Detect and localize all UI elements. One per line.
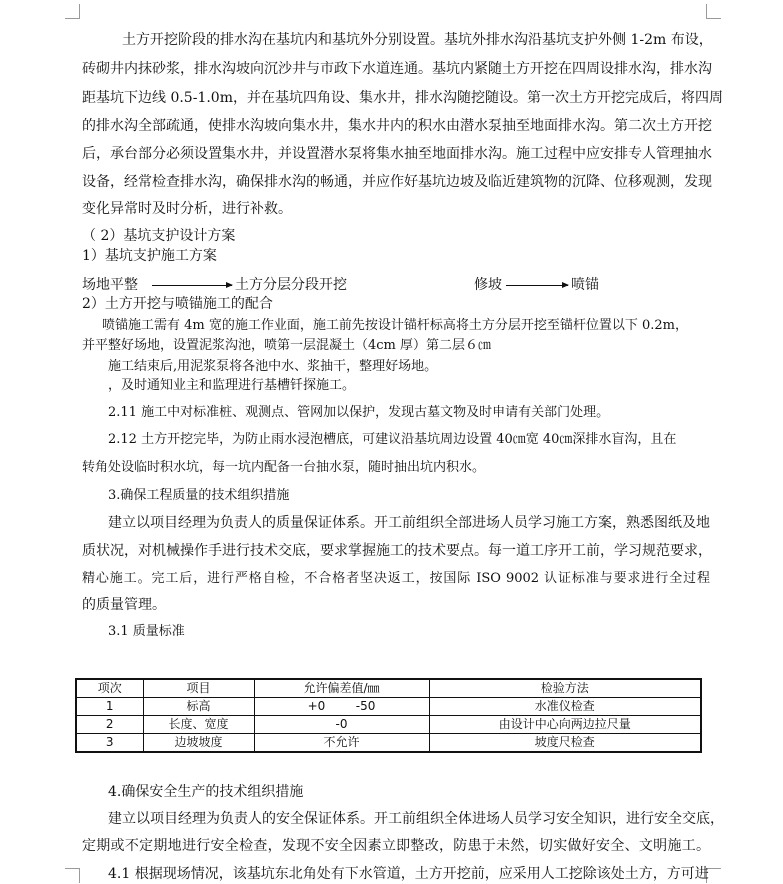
paragraph-line: 2.12 土方开挖完毕，为防止雨水浸泡槽底，可建议沿基坑周边设置 40㎝宽 40㎝深排水盲沟，且在 xyxy=(108,432,677,447)
table-cell: 长度、宽度 xyxy=(143,716,254,734)
paragraph-line: 建立以项目经理为负责人的质量保证体系。开工前组织全部进场人员学习施工方案，熟悉图纸及地 xyxy=(108,515,710,531)
flow-step: 修坡 xyxy=(474,277,502,293)
page-corner-mark xyxy=(65,4,80,19)
table-header-cell: 允许偏差值/㎜ xyxy=(254,679,429,698)
subsection-heading: 2）土方开挖与喷锚施工的配合 xyxy=(82,296,273,312)
table-header-cell: 项次 xyxy=(76,679,143,698)
table-cell: 3 xyxy=(76,734,143,753)
paragraph-line: 的质量管理。 xyxy=(82,597,166,613)
paragraph-line: 施工结束后,用泥浆泵将各池中水、浆抽干，整理好场地。 xyxy=(108,359,438,374)
paragraph-line: 精心施工。完工后，进行严格自检，不合格者坚决返工，按国际 ISO 9002 认证标准与要求进行全过程 xyxy=(82,571,710,586)
paragraph-line: 设备，经常检查排水沟，确保排水沟的畅通，并应作好基坑边坡及临近建筑物的沉降、位移观测，发现 xyxy=(82,174,712,190)
table-cell: 由设计中心向两边拉尺量 xyxy=(429,716,701,734)
flow-step: 喷锚 xyxy=(571,277,599,293)
paragraph-line: ，及时通知业主和监理进行基槽钎探施工。 xyxy=(108,378,356,393)
paragraph-line: 质状况，对机械操作手进行技术交底，要求掌握施工的技术要点。每一道工序开工前，学习规范要求， xyxy=(82,543,712,559)
table-cell: 边坡坡度 xyxy=(143,734,254,753)
table-cell: -0 xyxy=(254,716,429,734)
flow-arrow xyxy=(152,285,232,286)
paragraph-line: 转角处设临时积水坑，每一坑内配备一台抽水泵，随时抽出坑内积水。 xyxy=(82,460,486,475)
flow-step: 场地平整 xyxy=(82,277,138,293)
table-cell: 坡度尺检查 xyxy=(429,734,701,753)
flow-step: 土方分层分段开挖 xyxy=(235,277,347,293)
table-cell: +0 -50 xyxy=(254,698,429,716)
flow-arrow xyxy=(506,285,568,286)
page-corner-mark xyxy=(65,868,80,883)
section-heading: 4.确保安全生产的技术组织措施 xyxy=(108,784,304,800)
table-cell: 标高 xyxy=(143,698,254,716)
subsection-heading: 3.1 质量标准 xyxy=(108,624,185,639)
table-cell: 水准仪检查 xyxy=(429,698,701,716)
paragraph-line: 建立以项目经理为负责人的安全保证体系。开工前组织全体进场人员学习安全知识，进行安全交底， xyxy=(108,811,724,827)
paragraph-line: 定期或不定期地进行安全检查，发现不安全因素立即整改，防患于未然，切实做好安全、文明施工。 xyxy=(82,838,710,854)
quality-standard-table xyxy=(75,678,702,753)
page-corner-mark xyxy=(706,4,721,19)
paragraph-line: 2.11 施工中对标准桩、观测点、管网加以保护，发现古墓文物及时申请有关部门处理。 xyxy=(108,405,610,420)
table-cell: 不允许 xyxy=(254,734,429,753)
table-row xyxy=(76,734,701,753)
construction-flow xyxy=(82,275,642,295)
table-cell: 1 xyxy=(76,698,143,716)
table-header-cell: 检验方法 xyxy=(429,679,701,698)
paragraph-line: 土方开挖阶段的排水沟在基坑内和基坑外分别设置。基坑外排水沟沿基坑支护外侧 1-2m 布设， xyxy=(122,32,713,48)
paragraph-line: 变化异常时及时分析，进行补救。 xyxy=(82,201,292,217)
paragraph-line: 并平整好场地，设置泥浆沟池，喷第一层混凝土（4cm 厚）第二层６㎝ xyxy=(82,338,492,353)
table-header-cell: 项目 xyxy=(143,679,254,698)
subsection-heading: 1）基坑支护施工方案 xyxy=(82,248,217,264)
paragraph-line: 的排水沟全部疏通，使排水沟坡向集水井，集水井内的积水由潜水泵抽至地面排水沟。第二次土方开挖 xyxy=(82,118,712,134)
paragraph-line: 4.1 根据现场情况，该基坑东北角处有下水管道，土方开挖前，应采用人工挖除该处土方，方可进 xyxy=(108,866,709,882)
section-heading: 3.确保工程质量的技术组织措施 xyxy=(108,488,290,503)
table-row xyxy=(76,716,701,734)
table-cell: 2 xyxy=(76,716,143,734)
table-header-row xyxy=(76,679,701,698)
section-heading: （ 2）基坑支护设计方案 xyxy=(82,228,236,244)
paragraph-line: 距基坑下边线 0.5-1.0m，并在基坑四角设、集水井，排水沟随挖随设。第一次土方开挖完成后，将四周 xyxy=(82,90,723,106)
paragraph-line: 砖砌井内抹砂浆，排水沟坡向沉沙井与市政下水道连通。基坑内紧随土方开挖在四周设排水沟，排水沟 xyxy=(82,61,712,77)
table-row xyxy=(76,698,701,716)
paragraph-line: 喷锚施工需有 4m 宽的施工作业面，施工前先按设计锚杆标高将土方分层开挖至锚杆位置以下 0.2m， xyxy=(102,318,688,333)
paragraph-line: 后，承台部分必须设置集水井，并设置潜水泵将集水抽至地面排水沟。施工过程中应安排专人管理抽水 xyxy=(82,146,712,162)
